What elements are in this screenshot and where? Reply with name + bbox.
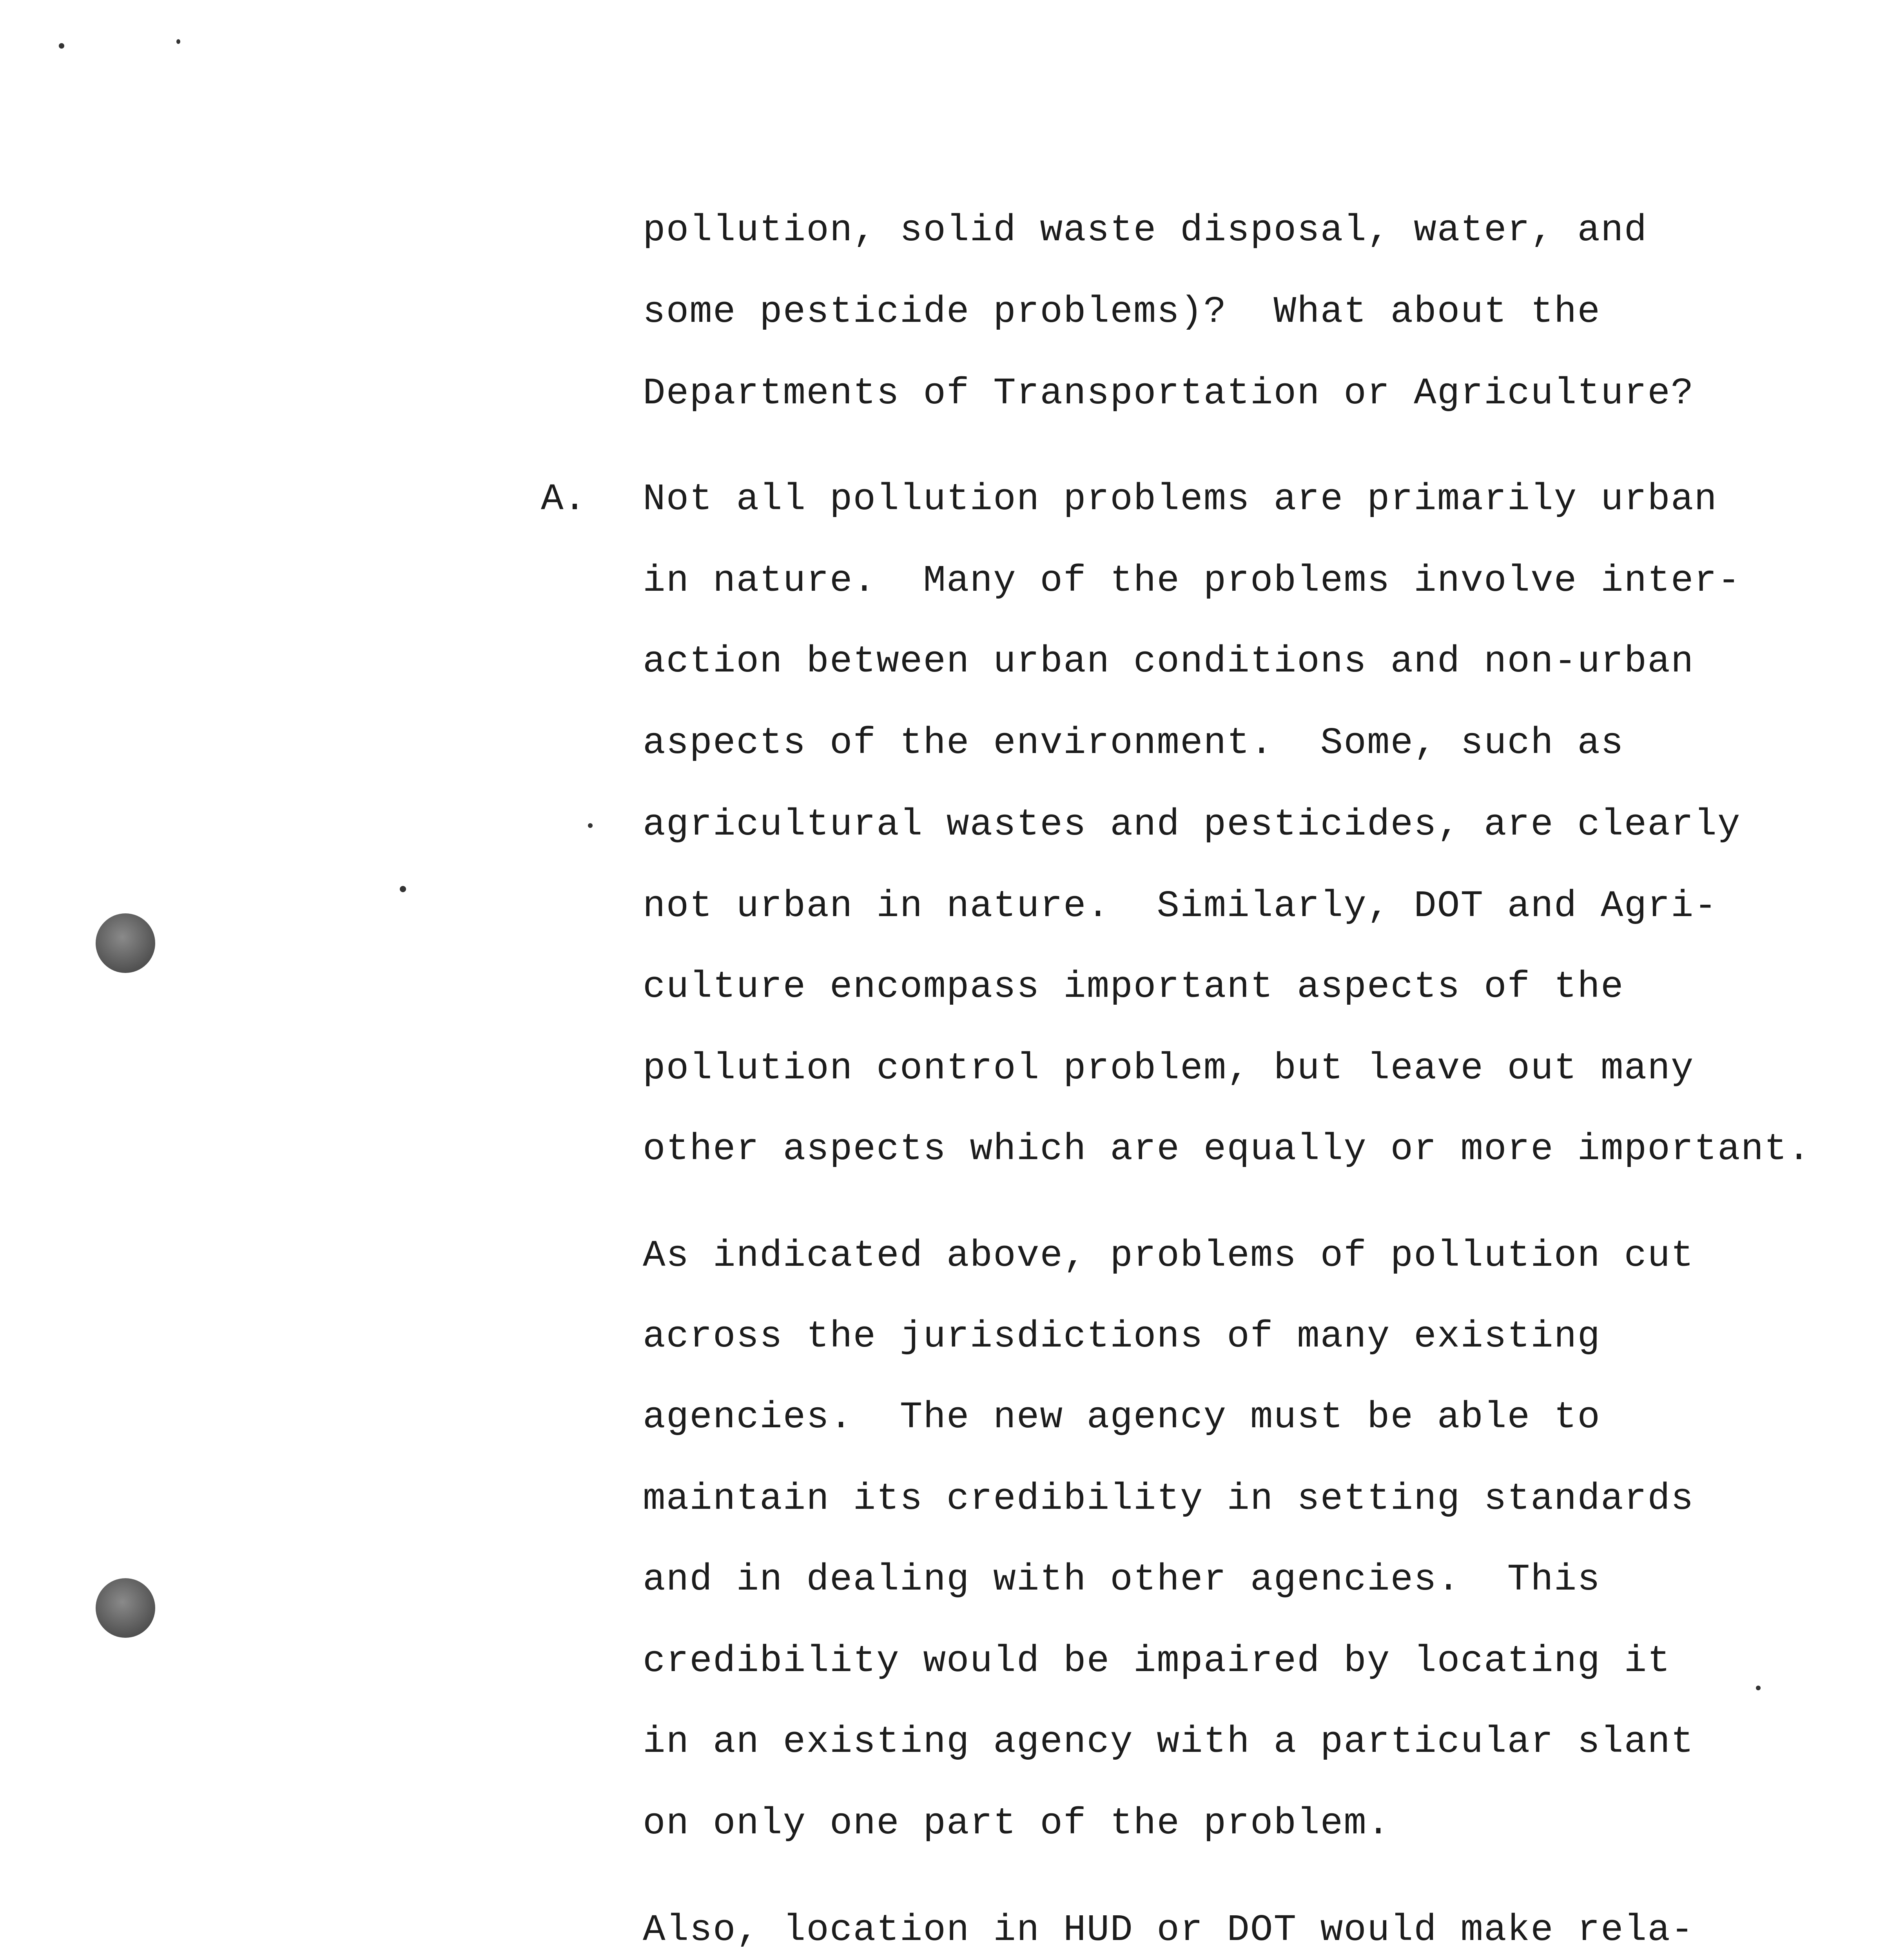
answer-line: agricultural wastes and pesticides, are clearly xyxy=(643,803,1741,846)
answer-line: credibility would be impaired by locating it xyxy=(643,1640,1671,1682)
answer-line: in nature. Many of the problems involve inter- xyxy=(643,559,1741,602)
answer-line: aspects of the environment. Some, such as xyxy=(643,722,1624,764)
answer-line: maintain its credibility in setting standards xyxy=(643,1477,1694,1520)
answer-line: on only one part of the problem. xyxy=(643,1802,1391,1845)
question-line: some pesticide problems)? What about the xyxy=(643,290,1601,333)
answer-line: action between urban conditions and non-urban xyxy=(643,640,1694,683)
answer-line: other aspects which are equally or more important. xyxy=(643,1128,1811,1171)
answer-line: Not all pollution problems are primarily urban xyxy=(643,478,1718,521)
punch-hole-lower xyxy=(96,1578,155,1638)
scan-speck xyxy=(59,43,64,49)
answer-line: in an existing agency with a particular slant xyxy=(643,1720,1694,1763)
scan-speck xyxy=(400,886,406,892)
answer-line: agencies. The new agency must be able to xyxy=(643,1396,1601,1439)
answer-line: pollution control problem, but leave out many xyxy=(643,1047,1694,1090)
answer-line: culture encompass important aspects of the xyxy=(643,965,1624,1008)
question-line: Departments of Transportation or Agriculture? xyxy=(643,372,1694,415)
answer-line: As indicated above, problems of pollution cut xyxy=(643,1234,1694,1277)
scan-speck xyxy=(1756,1686,1761,1690)
answer-line: not urban in nature. Similarly, DOT and Agri- xyxy=(643,885,1718,927)
answer-line: and in dealing with other agencies. This xyxy=(643,1558,1601,1601)
scan-speck xyxy=(588,823,593,828)
answer-label: A. xyxy=(541,478,586,521)
answer-line: Also, location in HUD or DOT would make rela- xyxy=(643,1909,1694,1951)
scan-speck xyxy=(176,39,180,44)
question-line: pollution, solid waste disposal, water, and xyxy=(643,209,1648,252)
punch-hole-upper xyxy=(96,913,155,973)
answer-line: across the jurisdictions of many existing xyxy=(643,1315,1601,1358)
